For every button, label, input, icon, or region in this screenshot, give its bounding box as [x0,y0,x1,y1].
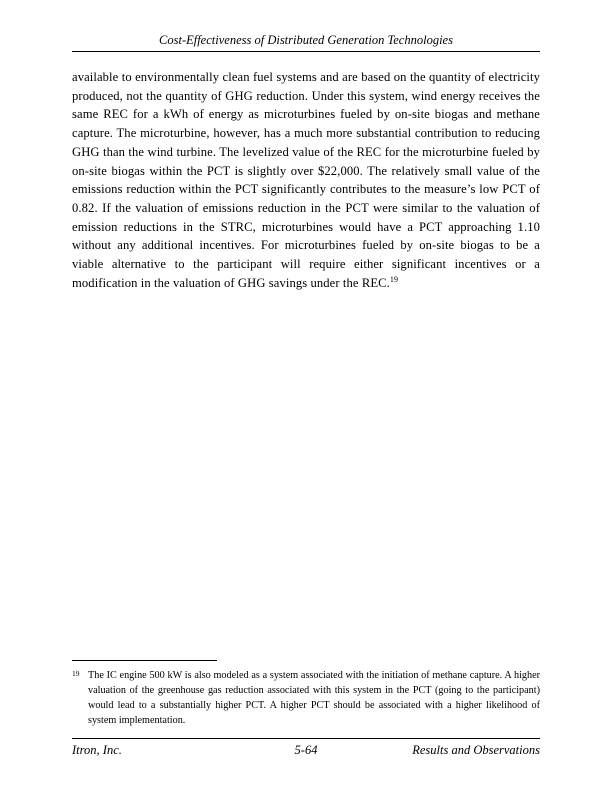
footnote-area [72,660,540,728]
footer-company: Itron, Inc. [72,743,122,757]
header-title: Cost-Effectiveness of Distributed Generation Technologies [159,33,453,47]
footer-section-title: Results and Observations [412,743,540,757]
footnote-marker: 19 [72,668,80,678]
body-paragraph [72,68,540,292]
body-paragraph-text: available to environmentally clean fuel systems and are based on the quantity of electricity produced, not the quantity of GHG reduction. Under this system, wind energy receives the same REC for a kWh of energy as microturbines fueled by on-site biogas and methane capture. The microturbine, however, has a much more substantial contribution to reducing GHG than the wind turbine. The levelized value of the REC for the microturbine fueled by on-site biogas within the PCT is slightly over $22,000. The relatively small value of the emissions reduction within the PCT significantly contributes to the measure’s low PCT of 0.82. If the valuation of emissions reduction in the PCT were similar to the valuation of emission reductions in the STRC, microturbines would have a PCT approaching 1.10 without any additional incentives. For microturbines fueled by on-site biogas to be a viable alternative to the participant will require either significant incentives or a modification in the valuation of GHG savings under the REC. [72,70,540,290]
footnote-separator-rule [72,660,217,661]
page-header [72,33,540,52]
footer-page-number: 5-64 [294,743,318,757]
page-footer [72,738,540,758]
footnote-ref-superscript: 19 [389,275,399,285]
footnote-text: The IC engine 500 kW is also modeled as a system associated with the initiation of methane capture. A higher valuation of the greenhouse gas reduction associated with this system in the PCT (going to the participant) would lead to a substantially higher PCT. A higher PCT should be associated with a higher likelihood of system implementation. [88,670,540,726]
footnote [72,668,540,728]
